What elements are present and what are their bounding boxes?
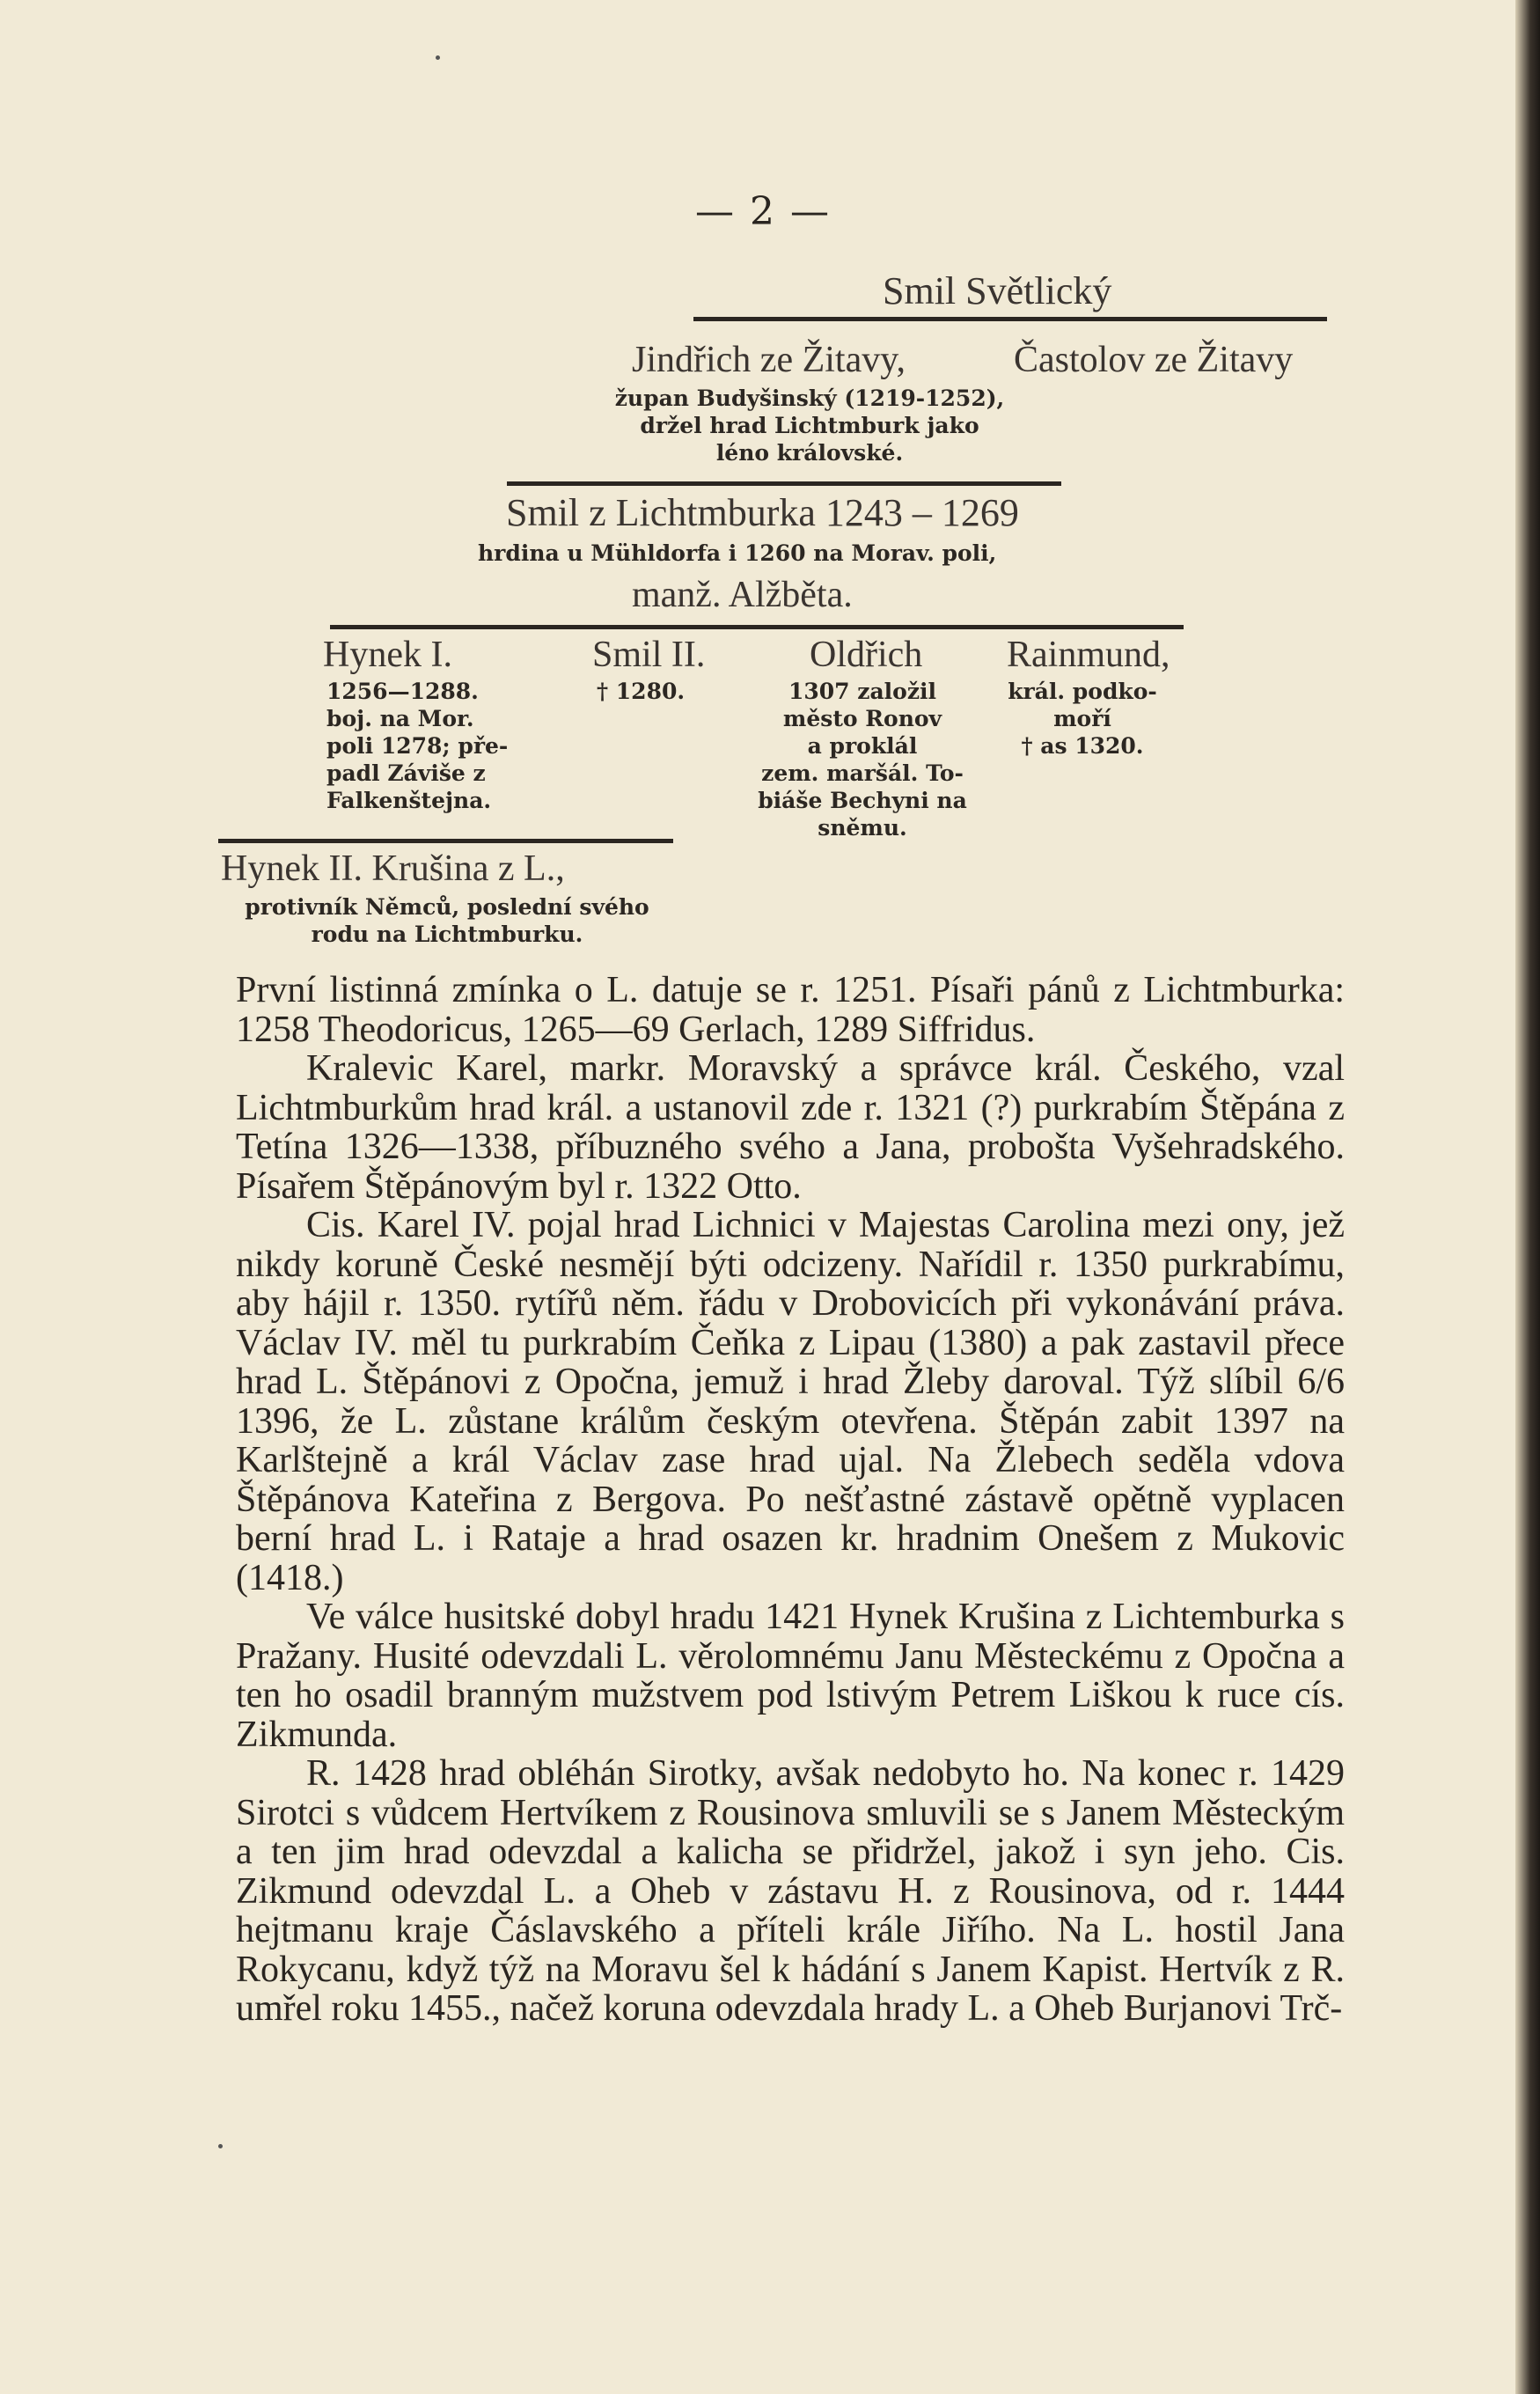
gen3-note: 1256—1288. boj. na Mor. poli 1278; pře- padl Záviše z Falkenštejna. — [326, 679, 509, 813]
gen1-note: župan Budyšinský (1219-1252), držel hrad Lichtmburk jako léno královské. — [614, 386, 1005, 466]
page-edge-shadow — [1515, 0, 1540, 2394]
genealogy-bar — [507, 481, 1061, 486]
paragraph: První listinná zmínka o L. datuje se r. 1251. Písaři pánů z Lichtmburka: 1258 Theodoricus, 1265—69 Gerlach, 1289 Siffridus. — [236, 970, 1345, 1050]
paragraph: R. 1428 hrad obléhán Sirotky, avšak nedobyto ho. Na konec r. 1429 Sirotci s vůdcem Hertvíkem z Rousinova smluvili se s Janem Městeckým a ten jim hrad odevzdal a kalicha se přidržel, jakož i syn jeho. Cis. Zikmund odevzdal L. a Oheb v zástavu H. z Rousinova, od r. 1444 hejtmanu kraje Čáslavského a příteli krále Jiřího. Na L. hostil Jana Rokycanu, když týž na Moravu šel k hádání s Janem Kapist. Hertvík z R. umřel roku 1455., načež koruna odevzdala hrady L. a Oheb Burjanovi Trč- — [236, 1753, 1345, 2029]
gen3-name: Hynek I. — [323, 635, 452, 675]
gen3-name: Oldřich — [810, 635, 923, 675]
gen2-name: Smil z Lichtmburka 1243 – 1269 — [506, 491, 1019, 534]
gen2-note: hrdina u Mühldorfa i 1260 na Morav. poli, — [478, 540, 997, 566]
paragraph: Cis. Karel IV. pojal hrad Lichnici v Majestas Carolina mezi ony, jež nikdy koruně České nesmějí býti odcizeny. Nařídil r. 1350 purkrabímu, aby hájil r. 1350. rytířů něm. řádu v Drobovicích při vykonávání práva. Václav IV. měl tu purkrabím Čeňka z Lipau (1380) a pak zastavil přece hrad L. Štěpánovi z Opočna, jemuž i hrad Žleby daroval. Týž slíbil 6/6 1396, že L. zůstane králům českým otevřena. Štěpán zabit 1397 na Karlštejně a král Václav zase hrad ujal. Na Žlebech seděla vdova Štěpánova Kateřina z Bergova. Po nešťastné zástavě opětně vyplacen berní hrad L. i Rataje a hrad osazen kr. hradnim Onešem z Mukovic (1418.) — [236, 1205, 1345, 1598]
page-speck — [218, 2144, 223, 2148]
page-speck — [436, 55, 440, 60]
genealogy-bar — [218, 839, 673, 843]
gen3-note: † 1280. — [597, 679, 686, 704]
genealogy-bar — [693, 317, 1327, 321]
paragraph: Kralevic Karel, markr. Moravský a správce král. Českého, vzal Lichtmburkům hrad král. a ustanovil zde r. 1321 (?) purkrabím Štěpána z Tetína 1326—1338, příbuzného svého a Jana, probošta Vyšehradského. Písařem Štěpánovým byl r. 1322 Otto. — [236, 1048, 1345, 1207]
gen1-name: Jindřich ze Žitavy, — [632, 340, 906, 380]
main-text — [236, 971, 1345, 2029]
gen2-spouse: manž. Alžběta. — [632, 575, 853, 615]
root-name: Smil Světlický — [883, 269, 1112, 312]
gen3-note: 1307 založil město Ronov a proklál zem. maršál. To- biáše Bechyni na sněmu. — [758, 679, 967, 841]
gen3-note: král. podko- moří † as 1320. — [1008, 679, 1157, 759]
page-number: — 2 — — [695, 189, 831, 234]
paragraph: Ve válce husitské dobyl hradu 1421 Hynek Krušina z Lichtemburka s Pražany. Husité odevzdali L. věrolomnému Janu Městeckému z Opočna a ten ho osadil branným mužstvem pod lstivým Petrem Liškou k ruce cís. Zikmunda. — [236, 1597, 1345, 1755]
gen1-name: Častolov ze Žitavy — [1014, 340, 1294, 380]
gen4-note: protivník Němců, poslední svého rodu na Lichtmburku. — [245, 894, 649, 947]
gen4-name: Hynek II. Krušina z L., — [221, 848, 565, 889]
gen3-name: Rainmund, — [1007, 635, 1170, 675]
genealogy-bar — [330, 625, 1184, 629]
gen3-name: Smil II. — [592, 635, 706, 675]
